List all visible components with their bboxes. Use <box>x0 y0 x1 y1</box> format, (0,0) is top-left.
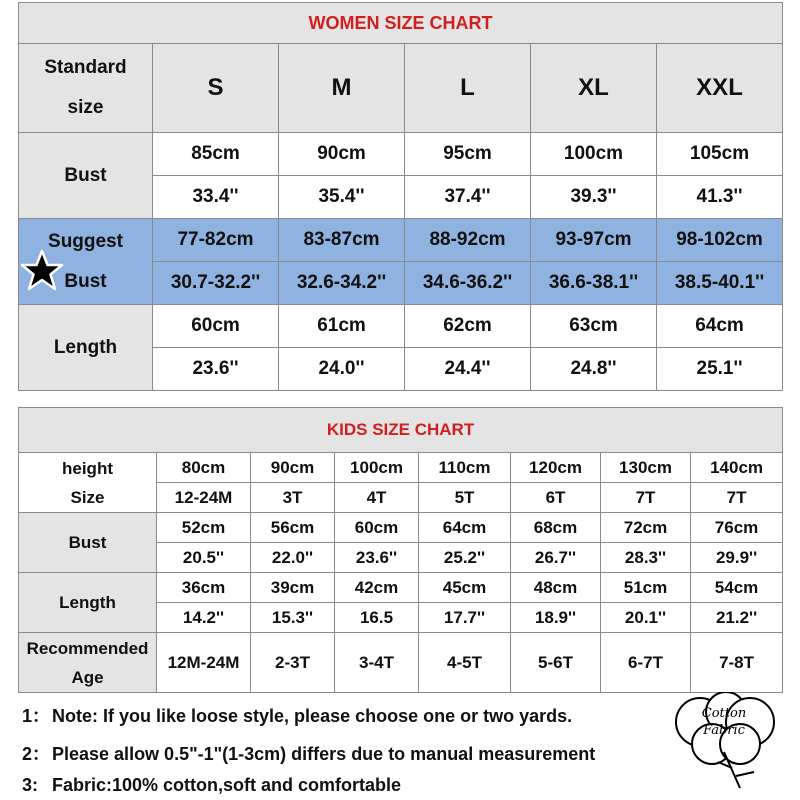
kids-size: 6T <box>511 483 601 513</box>
suggest-cm-xl: 93-97cm <box>531 219 657 262</box>
suggest-inch-xl: 36.6-38.1'' <box>531 262 657 305</box>
bust-inch-m: 35.4'' <box>279 176 405 219</box>
suggest-cm-xxl: 98-102cm <box>657 219 783 262</box>
length-cm-l: 62cm <box>405 305 531 348</box>
kids-bust-cm: 76cm <box>691 513 783 543</box>
bust-inch-s: 33.4'' <box>153 176 279 219</box>
kids-height: 130cm <box>601 453 691 483</box>
length-inch-l: 24.4'' <box>405 348 531 391</box>
bust-cm-l: 95cm <box>405 133 531 176</box>
suggest-inch-xxl: 38.5-40.1'' <box>657 262 783 305</box>
kids-size: 4T <box>335 483 419 513</box>
kids-bust-inch: 25.2'' <box>419 543 511 573</box>
suggest-inch-l: 34.6-36.2'' <box>405 262 531 305</box>
kids-height: 110cm <box>419 453 511 483</box>
kids-length-cm: 42cm <box>335 573 419 603</box>
kids-length-cm: 45cm <box>419 573 511 603</box>
length-cm-xl: 63cm <box>531 305 657 348</box>
bust-inch-xl: 39.3'' <box>531 176 657 219</box>
cotton-flower-icon <box>666 692 782 796</box>
kids-length-cm: 36cm <box>157 573 251 603</box>
kids-age: 6-7T <box>601 633 691 693</box>
length-inch-s: 23.6'' <box>153 348 279 391</box>
length-cm-xxl: 64cm <box>657 305 783 348</box>
kids-size: 12-24M <box>157 483 251 513</box>
kids-bust-cm: 68cm <box>511 513 601 543</box>
length-inch-xl: 24.8'' <box>531 348 657 391</box>
standard-size-label: Standard size <box>19 44 153 133</box>
kids-length-inch: 18.9'' <box>511 603 601 633</box>
kids-length-cm: 39cm <box>251 573 335 603</box>
kids-age: 2-3T <box>251 633 335 693</box>
suggest-bust-label: Suggest Bust <box>19 219 153 305</box>
kids-height: 120cm <box>511 453 601 483</box>
size-m: M <box>279 44 405 133</box>
bust-cm-s: 85cm <box>153 133 279 176</box>
kids-bust-cm: 52cm <box>157 513 251 543</box>
length-inch-m: 24.0'' <box>279 348 405 391</box>
size-xl: XL <box>531 44 657 133</box>
kids-size: 3T <box>251 483 335 513</box>
women-size-chart <box>18 2 783 391</box>
kids-chart-title: KIDS SIZE CHART <box>19 408 783 453</box>
kids-length-cm: 51cm <box>601 573 691 603</box>
kids-age: 5-6T <box>511 633 601 693</box>
kids-size: 5T <box>419 483 511 513</box>
kids-height: 90cm <box>251 453 335 483</box>
bust-label: Bust <box>19 133 153 219</box>
kids-length-inch: 14.2'' <box>157 603 251 633</box>
kids-age: 12M-24M <box>157 633 251 693</box>
size-l: L <box>405 44 531 133</box>
badge-line2: Fabric <box>703 723 745 738</box>
size-s: S <box>153 44 279 133</box>
note-3: 3: Fabric:100% cotton,soft and comfortable <box>22 775 402 795</box>
kids-length-cm: 54cm <box>691 573 783 603</box>
suggest-cm-l: 88-92cm <box>405 219 531 262</box>
suggest-cm-m: 83-87cm <box>279 219 405 262</box>
height-size-label: height Size <box>19 453 157 513</box>
bust-cm-m: 90cm <box>279 133 405 176</box>
women-chart-title: WOMEN SIZE CHART <box>19 3 783 44</box>
kids-length-inch: 21.2'' <box>691 603 783 633</box>
kids-size: 7T <box>691 483 783 513</box>
size-xxl: XXL <box>657 44 783 133</box>
kids-bust-inch: 23.6'' <box>335 543 419 573</box>
kids-age: 4-5T <box>419 633 511 693</box>
kids-size-chart <box>18 407 783 693</box>
length-cm-s: 60cm <box>153 305 279 348</box>
recommended-age-label: Recommended Age <box>19 633 157 693</box>
kids-height: 80cm <box>157 453 251 483</box>
bust-cm-xl: 100cm <box>531 133 657 176</box>
length-label: Length <box>19 305 153 391</box>
kids-bust-inch: 22.0'' <box>251 543 335 573</box>
kids-bust-cm: 60cm <box>335 513 419 543</box>
kids-height: 140cm <box>691 453 783 483</box>
bust-inch-l: 37.4'' <box>405 176 531 219</box>
kids-length-inch: 17.7'' <box>419 603 511 633</box>
length-cm-m: 61cm <box>279 305 405 348</box>
kids-bust-cm: 56cm <box>251 513 335 543</box>
kids-bust-label: Bust <box>19 513 157 573</box>
length-inch-xxl: 25.1'' <box>657 348 783 391</box>
kids-length-inch: 16.5 <box>335 603 419 633</box>
star-icon <box>20 249 64 293</box>
kids-length-inch: 20.1'' <box>601 603 691 633</box>
kids-bust-inch: 26.7'' <box>511 543 601 573</box>
bust-cm-xxl: 105cm <box>657 133 783 176</box>
bust-inch-xxl: 41.3'' <box>657 176 783 219</box>
note-1: 1： Note: If you like loose style, please choose one or two yards. <box>22 706 573 726</box>
suggest-inch-m: 32.6-34.2'' <box>279 262 405 305</box>
note-2: 2： Please allow 0.5"-1"(1-3cm) differs due to manual measurement <box>22 744 596 764</box>
kids-length-inch: 15.3'' <box>251 603 335 633</box>
badge-line1: Cotton <box>701 706 747 721</box>
suggest-cm-s: 77-82cm <box>153 219 279 262</box>
kids-bust-inch: 29.9'' <box>691 543 783 573</box>
kids-bust-cm: 64cm <box>419 513 511 543</box>
kids-size: 7T <box>601 483 691 513</box>
kids-age: 7-8T <box>691 633 783 693</box>
kids-length-label: Length <box>19 573 157 633</box>
kids-bust-inch: 28.3'' <box>601 543 691 573</box>
kids-bust-inch: 20.5'' <box>157 543 251 573</box>
kids-height: 100cm <box>335 453 419 483</box>
kids-length-cm: 48cm <box>511 573 601 603</box>
kids-age: 3-4T <box>335 633 419 693</box>
kids-bust-cm: 72cm <box>601 513 691 543</box>
suggest-inch-s: 30.7-32.2'' <box>153 262 279 305</box>
